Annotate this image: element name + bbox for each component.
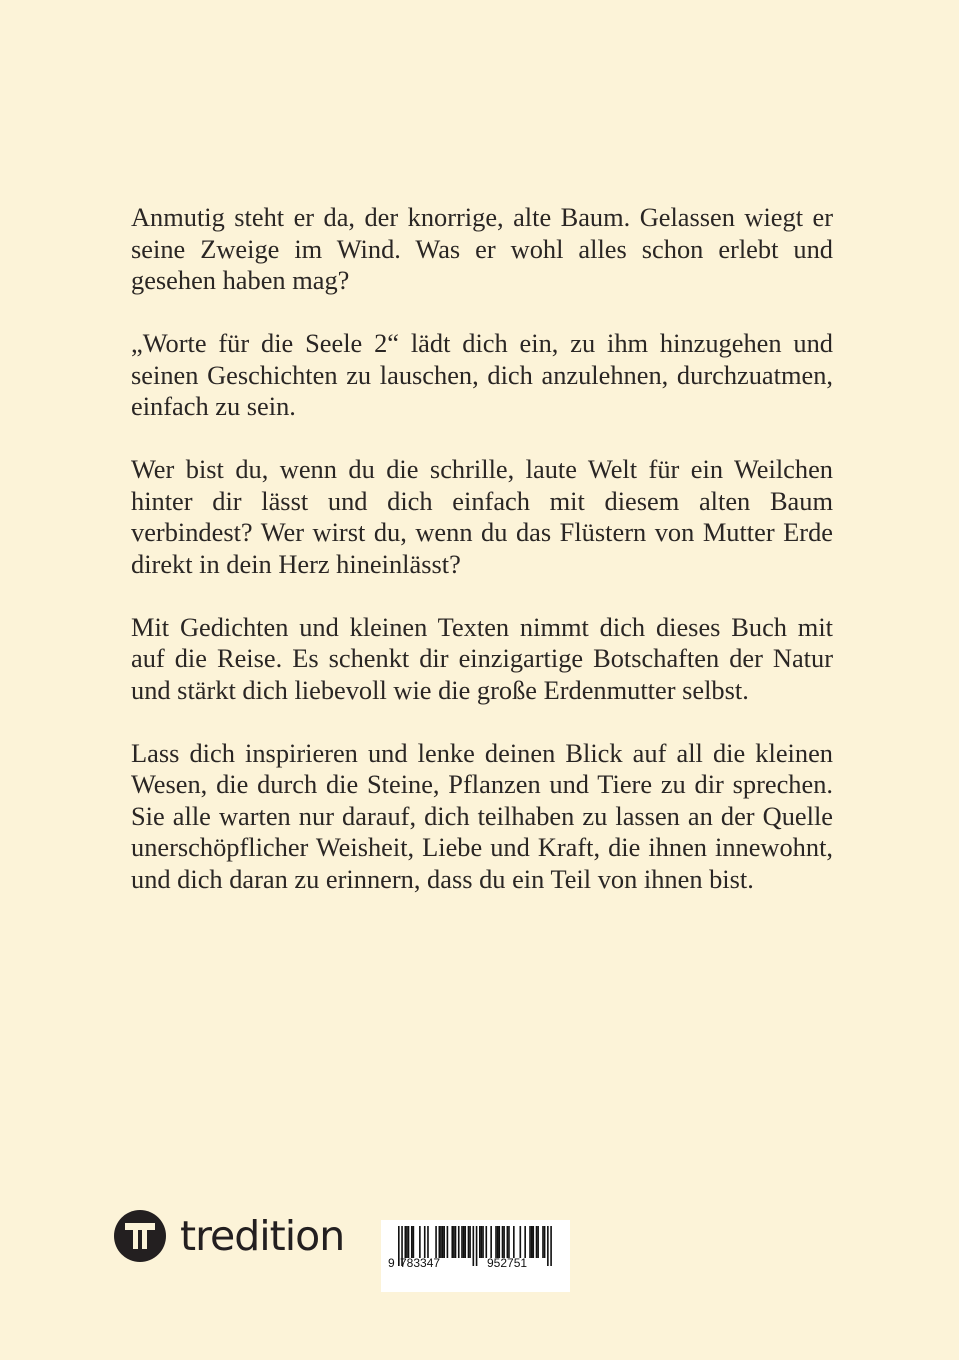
barcode-bar <box>550 1226 552 1266</box>
paragraph-4: Mit Gedichten und kleinen Texten nimmt dich dieses Buch mit auf die Reise. Es schenkt dir einzigartige Botschaften der Natur und stärkt dich liebevoll wie die große Erdenmutter selbst. <box>131 611 833 705</box>
barcode-bar <box>411 1226 413 1258</box>
barcode-bar <box>513 1226 515 1258</box>
barcode-bar <box>537 1226 539 1258</box>
barcode-bar <box>524 1226 526 1258</box>
publisher-logo <box>114 1208 344 1264</box>
barcode-bar <box>532 1226 534 1258</box>
publisher-name: tredition <box>180 1211 345 1260</box>
barcode-bar <box>476 1226 478 1266</box>
barcode-bar <box>439 1226 441 1258</box>
barcode-bar <box>473 1226 475 1266</box>
barcode-bar <box>531 1226 533 1258</box>
barcode-bar <box>461 1226 463 1258</box>
barcode-bar <box>443 1226 445 1258</box>
barcode-bar <box>427 1226 429 1258</box>
barcode-bar <box>481 1226 483 1258</box>
barcode-left-group: 783347 <box>400 1256 441 1270</box>
barcode-bar <box>442 1226 444 1258</box>
barcode-bar <box>463 1226 465 1258</box>
barcode-bar <box>406 1226 408 1258</box>
barcode-bar <box>479 1226 481 1258</box>
barcode-bar <box>469 1226 471 1258</box>
barcode-bar <box>542 1226 544 1258</box>
back-cover-text <box>131 202 833 927</box>
barcode-bar <box>419 1226 421 1258</box>
barcode-bar <box>458 1226 460 1258</box>
paragraph-1: Anmutig steht er da, der knorrige, alte Baum. Gelassen wiegt er seine Zweige im Wind. Was er wohl alles schon erlebt und gesehen haben mag? <box>131 202 833 295</box>
paragraph-5: Lass dich inspirieren und lenke deinen Blick auf all die kleinen Wesen, die durch die Steine, Pflanzen und Tiere zu dir sprechen. Sie alle warten nur darauf, dich teilhaben zu lassen an der Quelle unerschöpflicher Weisheit, Liebe und Kraft, die ihnen innewohnt, und dich daran zu erinnern, dass du ein Teil von ihnen bist. <box>131 737 833 894</box>
barcode-bar <box>498 1226 500 1258</box>
barcode-bar <box>503 1226 505 1258</box>
barcode-bar <box>451 1226 453 1258</box>
barcode-bar <box>507 1226 509 1258</box>
paragraph-3: Wer bist du, wenn du die schrille, laute Welt für ein Weilchen hinter dir lässt und dich einfach mit diesem alten Baum verbindest? Wer wirst du, wenn du das Flüstern von Mutter Erde direkt in dein Herz hineinlässt? <box>131 454 833 579</box>
barcode-bar <box>404 1226 406 1258</box>
barcode-bar <box>547 1226 549 1266</box>
barcode-bar <box>413 1226 415 1258</box>
barcode-bar <box>453 1226 455 1258</box>
barcode-bar <box>468 1226 470 1258</box>
barcode-bar <box>502 1226 504 1258</box>
tredition-logo-icon <box>114 1210 166 1262</box>
barcode-bar <box>482 1226 484 1258</box>
barcode-bar <box>424 1226 426 1258</box>
barcode-right-group: 952751 <box>487 1256 528 1270</box>
barcode-bar <box>490 1226 492 1258</box>
barcode-bar <box>408 1226 410 1258</box>
barcode-bar <box>508 1226 510 1258</box>
paragraph-2: „Worte für die Seele 2“ lädt dich ein, zu ihm hinzugehen und seinen Geschichten zu lauschen, dich anzulehnen, durchzuatmen, einfach zu sein. <box>131 328 833 421</box>
barcode-bar <box>455 1226 457 1258</box>
barcode-bar <box>495 1226 497 1258</box>
barcode-bar <box>447 1226 449 1258</box>
barcode-bar <box>497 1226 499 1258</box>
barcode-bar <box>464 1226 466 1258</box>
barcode-bar <box>440 1226 442 1258</box>
barcode-bar <box>536 1226 538 1258</box>
barcode-bar <box>529 1226 531 1258</box>
barcode-bar <box>435 1226 437 1258</box>
barcode-bar <box>544 1226 546 1258</box>
barcode-bar <box>520 1226 522 1258</box>
barcode-bar <box>485 1226 487 1258</box>
barcode-prefix-digit: 9 <box>388 1256 395 1270</box>
